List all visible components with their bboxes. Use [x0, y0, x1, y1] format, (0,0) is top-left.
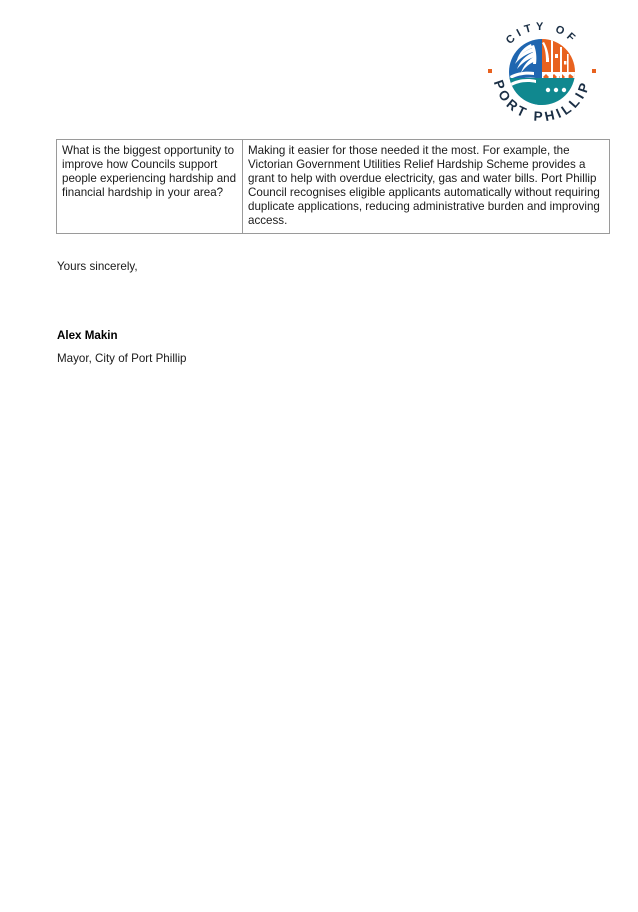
logo-bottom-arc-text: PORT PHILLIP	[490, 78, 594, 125]
answer-cell: Making it easier for those needed it the most. For example, the Victorian Government Utilities Relief Hardship Scheme provides a grant to help with overdue electricity, gas and water bills. Port Phillip Council recognises eligible applicants automatically without requiring duplicate applications, reducing administrative burden and improving access.	[243, 140, 610, 234]
question-answer-table	[56, 139, 610, 234]
closing-salutation: Yours sincerely,	[57, 260, 138, 273]
logo-dot-right-icon	[592, 69, 596, 73]
city-of-port-phillip-logo	[484, 14, 600, 126]
signatory-name: Alex Makin	[57, 329, 118, 342]
signatory-title: Mayor, City of Port Phillip	[57, 352, 187, 365]
table-row	[57, 140, 610, 234]
logo-top-arc-text: CITY OF	[503, 20, 581, 47]
question-cell: What is the biggest opportunity to improve how Councils support people experiencing hardship and financial hardship in your area?	[57, 140, 243, 234]
logo-dot-left-icon	[488, 69, 492, 73]
logo-svg	[484, 14, 600, 126]
